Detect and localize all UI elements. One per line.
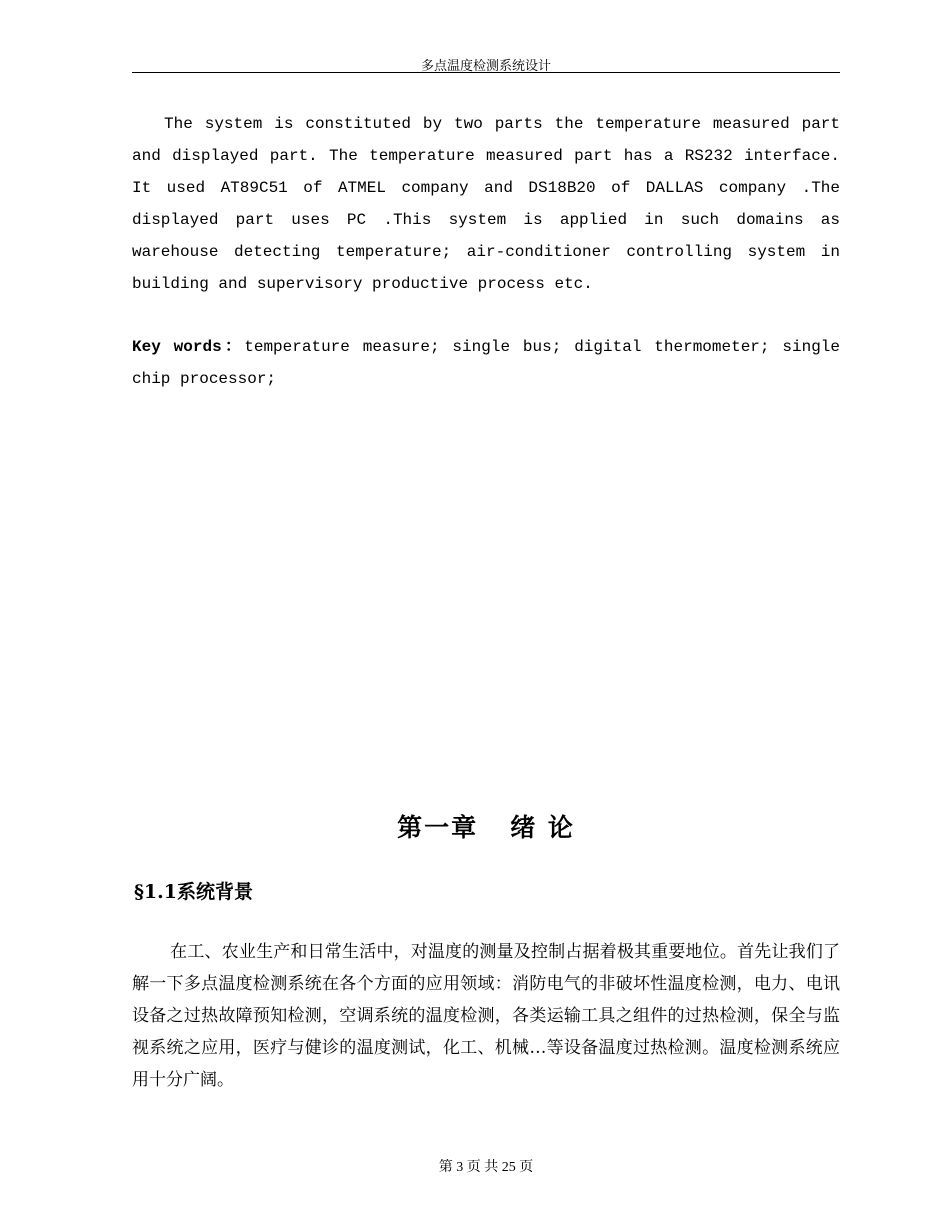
- chapter-title: 第一章 绪 论: [397, 813, 575, 842]
- header-divider: [132, 72, 840, 73]
- keywords-paragraph: [132, 331, 840, 395]
- section-paragraph: [132, 936, 840, 1096]
- section-paragraph-text: 在工、农业生产和日常生活中，对温度的测量及控制占据着极其重要地位。首先让我们了解一下多点温度检测系统在各个方面的应用领域：消防电气的非破坏性温度检测，电力、电讯设备之过热故障预知检测，空调系统的温度检测，各类运输工具之组件的过热检测，保全与监视系统之应用，医疗与健诊的温度测试，化工、机械…等设备温度过热检测。温度检测系统应用十分广阔。: [132, 942, 840, 1090]
- keywords-label: Key words：: [132, 338, 245, 356]
- page-footer-number: 第 3 页 共 25 页: [438, 1160, 534, 1175]
- section-title: §1.1系统背景: [134, 881, 253, 903]
- page-header-title: 多点温度检测系统设计: [420, 59, 551, 74]
- abstract-text: The system is constituted by two parts the temperature measured part and displayed part. The temperature measured part has a RS232 interface. It used AT89C51 of ATMEL company and DS18B20 of DALLAS company .The displayed part uses PC .This system is applied in such domains as warehouse detecting temperature; air-conditioner controlling system in building and supervisory productive process etc.: [132, 115, 840, 293]
- abstract-paragraph: [132, 108, 840, 300]
- keywords-text: temperature measure; single bus; digital thermometer; single chip processor;: [132, 338, 840, 388]
